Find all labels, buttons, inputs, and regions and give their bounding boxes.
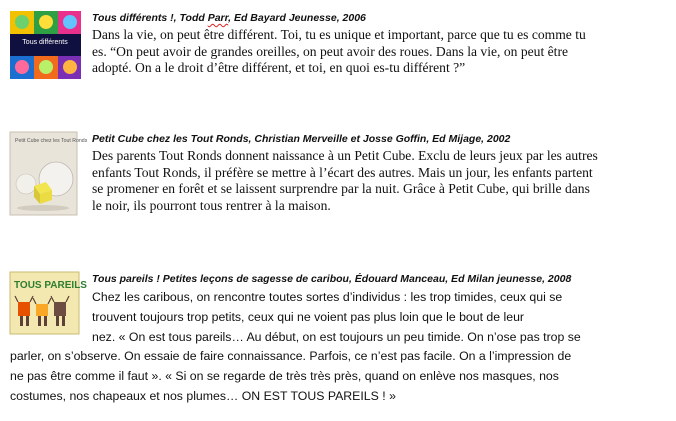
description-line: trouvent toujours trop petits, ceux qui ne voient pas plus loin que le bout de leur <box>92 309 525 324</box>
description-line: ne pas être comme il faut ». « Si on se regarde de très très près, quand on enlève nos masques, nos <box>10 369 559 384</box>
book-title: Petit Cube chez les Tout Ronds, Christian Merveille et Josse Goffin, Ed Mijage, 2002 <box>92 133 511 145</box>
colorful-faces-book-cover-icon <box>10 11 81 79</box>
description-line: costumes, nos chapeaux et nos plumes… ON EST TOUS PAREILS ! » <box>10 388 396 403</box>
book-cover-petit-cube <box>10 132 88 215</box>
book-description <box>92 27 586 77</box>
book-title: Tous différents !, Todd Parr, Ed Bayard Jeunesse, 2006 <box>92 12 366 24</box>
description-line: Dans la vie, on peut être différent. Toi, tu es unique et important, parce que tu es comme tu <box>92 27 586 42</box>
book-description <box>10 288 581 407</box>
description-line: nez. « On est tous pareils… Au début, on est toujours un peu timide. On n’ose pas trop se <box>92 329 581 344</box>
description-line: es. “On peut avoir de grandes oreilles, on peut avoir des roues. Dans la vie, on peut être <box>92 43 569 59</box>
description-line: le noir, ils pourront tous rentrer à la maison. <box>92 197 331 213</box>
description-line: Des parents Tout Ronds donnent naissance à un Petit Cube. Exclu de leurs jeux par les autres <box>92 148 598 163</box>
book-title: Tous pareils ! Petites leçons de sagesse de caribou, Édouard Manceau, Ed Milan jeunesse, 2008 <box>92 273 572 285</box>
book-cover-tous-differents <box>10 11 81 79</box>
description-line: enfants Tout Ronds, il préfère se mettre à l’écart des autres. Mais un jour, les enfants partent <box>92 164 593 180</box>
cover-text: TOUS PAREILS <box>14 280 87 291</box>
description-line: adopté. On a le droit d’être différent, et toi, en quoi es-tu différent ?” <box>92 60 466 76</box>
cover-text: Tous différents <box>22 39 68 46</box>
description-line: parler, on s’observe. On essaie de faire connaissance. Parfois, ce n’est pas facile. On a l’impression de <box>10 349 572 364</box>
description-line: se promener en forêt et se laissent surprendre par la nuit. Grâce à Petit Cube, qui brille dans <box>92 181 590 197</box>
petit-cube-book-cover-icon <box>10 132 88 215</box>
book-description <box>92 148 598 214</box>
description-line: Chez les caribous, on rencontre toutes sortes d’individus : les trop timides, ceux qui se <box>92 290 563 304</box>
cover-text: Petit Cube chez les Tout Ronds <box>15 138 88 144</box>
